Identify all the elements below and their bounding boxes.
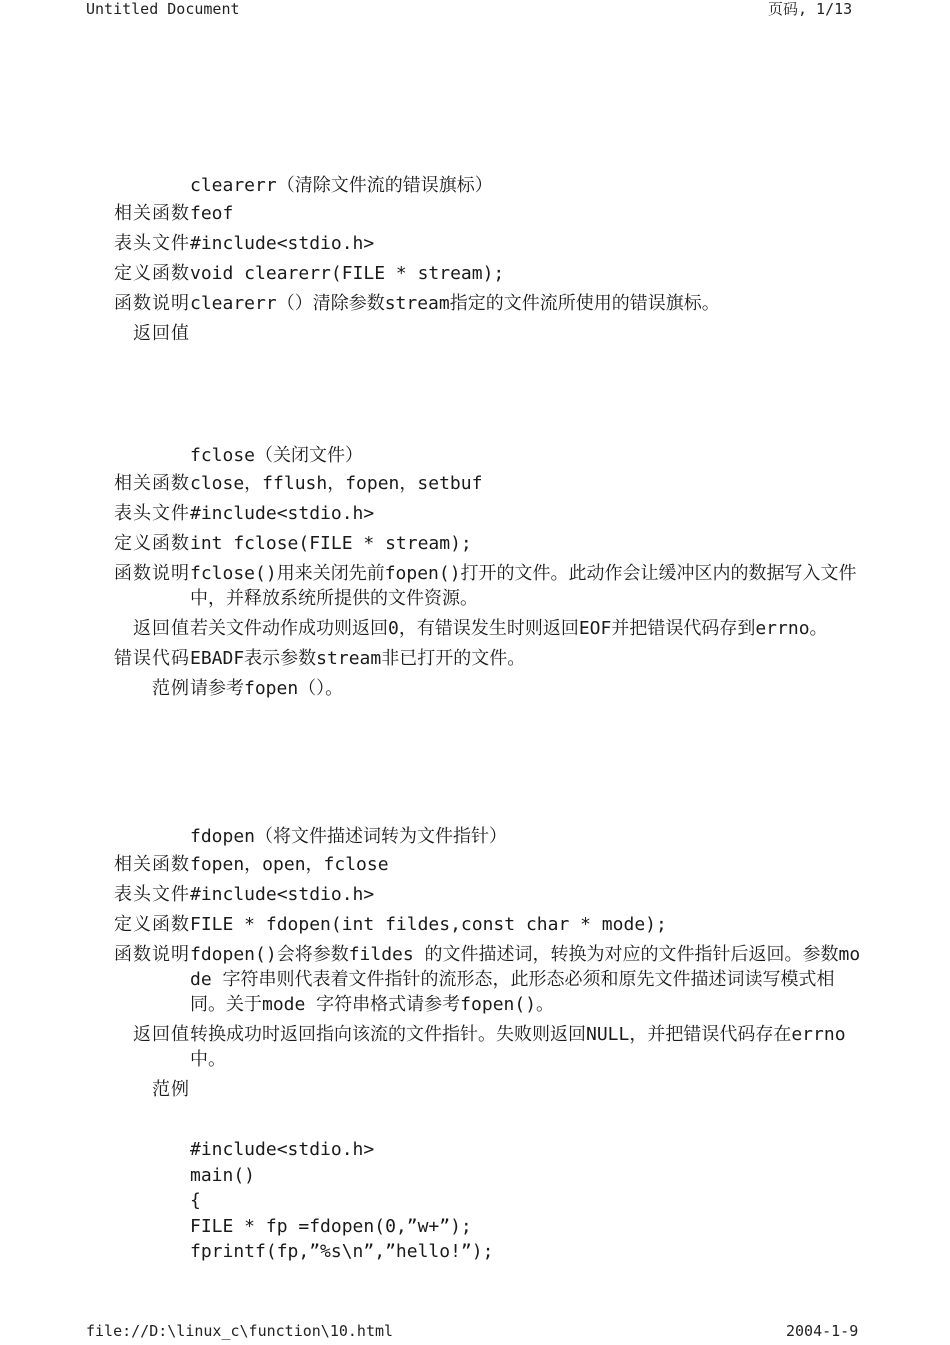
row-label: 相关函数 <box>114 473 190 494</box>
page-header-title: Untitled Document <box>86 0 240 18</box>
description-row <box>86 561 866 611</box>
definition-row <box>86 912 866 937</box>
row-value: clearerr（）清除参数stream指定的文件流所使用的错误旗标。 <box>190 293 720 314</box>
code-line: FILE * fp =fdopen(0,”w+”); <box>190 1215 472 1237</box>
example-row <box>86 1077 866 1315</box>
code-line: main() <box>190 1164 256 1186</box>
row-label: 定义函数 <box>114 263 190 284</box>
row-label: 表头文件 <box>114 884 190 905</box>
row-value: void clearerr(FILE * stream); <box>190 263 505 284</box>
return-value-row <box>86 321 866 346</box>
row-value: EBADF表示参数stream非已打开的文件。 <box>190 648 526 669</box>
related-functions-row <box>86 201 866 226</box>
row-value: 转换成功时返回指向该流的文件指针。失败则返回NULL，并把错误代码存在errno中。 <box>190 1024 846 1070</box>
page-footer-file-path: file://D:\linux_c\function\10.html <box>86 1322 394 1340</box>
example-row <box>86 676 866 701</box>
row-label: 返回值 <box>133 1024 190 1045</box>
row-value: fdopen()会将参数fildes 的文件描述词，转换为对应的文件指针后返回。参数mode 字符串则代表着文件指针的流形态，此形态必须和原先文件描述词读写模式相同。关于mode 字符串格式请参考fopen()。 <box>190 944 861 1015</box>
row-value: 请参考fopen（）。 <box>190 678 344 699</box>
row-value: feof <box>190 203 234 224</box>
row-value: #include<stdio.h> <box>190 503 375 524</box>
row-value: 若关文件动作成功则返回0，有错误发生时则返回EOF并把错误代码存到errno。 <box>190 618 828 639</box>
row-label: 错误代码 <box>114 648 190 669</box>
page-header-page-number: 页码, 1/13 <box>768 0 853 18</box>
code-line: fprintf(fp,”%s\n”,”hello!”); <box>190 1241 494 1262</box>
row-label: 范例 <box>152 678 190 699</box>
row-label: 表头文件 <box>114 503 190 524</box>
return-value-row <box>86 616 866 641</box>
header-file-row <box>86 501 866 526</box>
function-entry-fclose <box>86 441 866 706</box>
row-label: 函数说明 <box>114 944 190 965</box>
row-label: 表头文件 <box>114 233 190 254</box>
return-value-row <box>86 1022 866 1072</box>
row-label: 返回值 <box>133 618 190 639</box>
function-title: fdopen（将文件描述词转为文件指针） <box>190 826 508 847</box>
header-file-row <box>86 231 866 256</box>
header-file-row <box>86 882 866 907</box>
page-footer-date: 2004-1-9 <box>786 1322 859 1340</box>
row-label: 定义函数 <box>114 914 190 935</box>
example-code <box>190 1077 866 1315</box>
related-functions-row <box>86 471 866 496</box>
code-block <box>190 1137 866 1265</box>
function-title: clearerr（清除文件流的错误旗标） <box>190 175 493 196</box>
function-entry-clearerr <box>86 171 866 351</box>
description-row <box>86 291 866 316</box>
code-line: { <box>190 1190 201 1211</box>
row-label: 函数说明 <box>114 563 190 584</box>
row-value: fclose()用来关闭先前fopen()打开的文件。此动作会让缓冲区内的数据写入文件中，并释放系统所提供的文件资源。 <box>190 563 857 609</box>
row-value: #include<stdio.h> <box>190 884 375 905</box>
row-label: 返回值 <box>133 323 190 344</box>
description-row <box>86 942 866 1017</box>
code-line: #include<stdio.h> <box>190 1139 375 1160</box>
function-title: fclose（关闭文件） <box>190 445 364 466</box>
row-label: 相关函数 <box>114 203 190 224</box>
definition-row <box>86 531 866 556</box>
row-label: 范例 <box>152 1079 190 1100</box>
definition-row <box>86 261 866 286</box>
function-entry-fdopen <box>86 822 866 1320</box>
error-code-row <box>86 646 866 671</box>
row-value: int fclose(FILE * stream); <box>190 533 472 554</box>
row-label: 定义函数 <box>114 533 190 554</box>
row-value: #include<stdio.h> <box>190 233 375 254</box>
row-label: 相关函数 <box>114 854 190 875</box>
row-label: 函数说明 <box>114 293 190 314</box>
related-functions-row <box>86 852 866 877</box>
row-value: FILE * fdopen(int fildes,const char * mode); <box>190 914 667 935</box>
row-value: close，fflush，fopen，setbuf <box>190 473 483 494</box>
row-value: fopen，open，fclose <box>190 854 389 875</box>
